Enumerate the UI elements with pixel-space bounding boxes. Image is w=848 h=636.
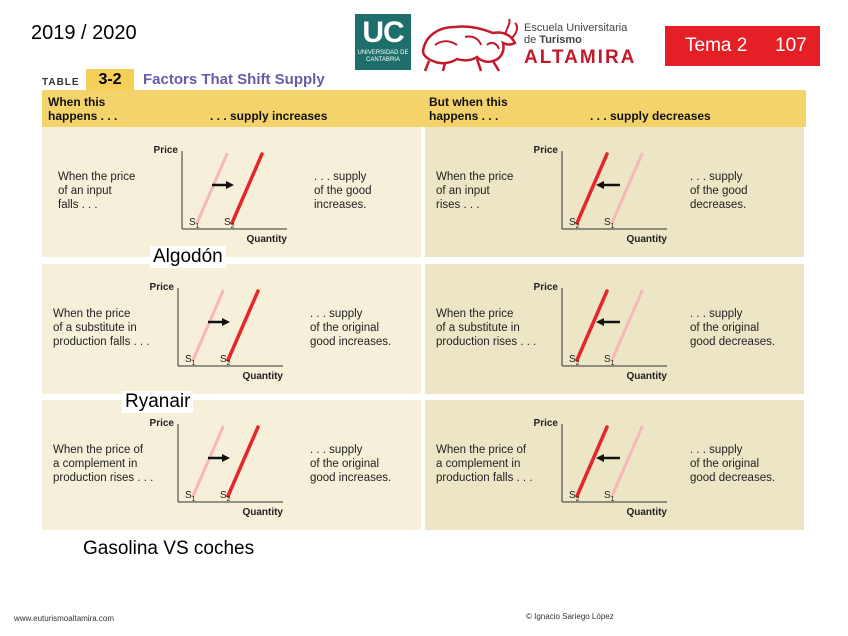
row-3-right-desc: When the price of a complement in production falls . . .	[436, 444, 533, 484]
supply-curve-s2	[577, 154, 607, 223]
tema-label: Tema 2	[685, 35, 748, 56]
school-line-1: Escuela Universitaria	[524, 22, 628, 34]
shift-arrow-head-icon	[226, 181, 234, 189]
row-2-right-result: . . . supply of the original good decreases.	[690, 308, 776, 348]
label-s2-sub: 2	[575, 223, 580, 230]
label-s1: $S_1$	[604, 490, 615, 503]
label-s1-sub: 1	[610, 223, 615, 230]
row-1-left-cell	[42, 127, 421, 257]
label-s2: $S_2$	[569, 354, 580, 367]
supply-graph	[522, 141, 672, 251]
shift-arrow-head-icon	[222, 454, 230, 462]
x-axis-label: Quantity	[626, 234, 667, 245]
bull-logo-icon	[415, 15, 520, 78]
row-2-left-cell	[42, 264, 421, 394]
shift-arrow-head-icon	[222, 318, 230, 326]
label-s2: $S_2$	[569, 490, 580, 503]
supply-graph-svg	[522, 278, 672, 388]
shift-arrow-head-icon	[596, 318, 604, 326]
supply-curve-s1	[193, 427, 223, 496]
row-1-right-result: . . . supply of the good decreases.	[690, 171, 748, 211]
label-s2-sub: 2	[575, 360, 580, 367]
shift-arrow-head-icon	[596, 181, 604, 189]
row-3-left-cell	[42, 400, 421, 530]
supply-curve-s2	[232, 154, 262, 223]
y-axis-label: Price	[149, 418, 174, 429]
label-s1: $S_1$	[185, 490, 196, 503]
row-1-left-result: . . . supply of the good increases.	[314, 171, 372, 211]
footer-copyright: © Ignacio Sariego López	[526, 612, 614, 621]
supply-curve-s1	[612, 427, 642, 496]
table-row	[42, 264, 806, 394]
label-s2: $S_2$	[220, 354, 231, 367]
label-s2: $S_2$	[569, 217, 580, 230]
label-s1-sub: 1	[191, 360, 196, 367]
supply-curve-s1	[197, 154, 227, 223]
table-label: TABLE	[42, 77, 80, 88]
label-s2-sub: 2	[230, 223, 235, 230]
header-right-result: . . . supply decreases	[590, 109, 711, 123]
table-number: 3-2	[86, 69, 134, 90]
row-2-right-desc: When the price of a substitute in production rises . . .	[436, 308, 537, 348]
school-line-2-prefix: de	[524, 34, 540, 46]
label-s1: $S_1$	[185, 354, 196, 367]
label-s1-sub: 1	[610, 496, 615, 503]
uc-logo	[355, 14, 411, 70]
y-axis-label: Price	[149, 282, 174, 293]
supply-graph-svg	[138, 278, 288, 388]
row-3-left-result: . . . supply of the original good increases.	[310, 444, 392, 484]
school-line-2	[524, 34, 636, 46]
supply-graph	[522, 414, 672, 524]
annotation-algodon: Algodón	[150, 246, 226, 268]
uc-logo-caption: UNIVERSIDAD DE CANTABRIA	[357, 50, 409, 63]
year-label: 2019 / 2020	[31, 22, 137, 44]
supply-curve-s2	[228, 291, 258, 360]
label-s2: $S_2$	[220, 490, 231, 503]
label-s2: $S_2$	[224, 217, 235, 230]
table-header-bar	[42, 90, 806, 127]
label-s2-sub: 2	[226, 360, 231, 367]
row-3-right-cell	[425, 400, 804, 530]
label-s2-sub: 2	[575, 496, 580, 503]
supply-graph-svg	[138, 414, 288, 524]
label-s2-sub: 2	[226, 496, 231, 503]
header-left-when: When this happens . . .	[48, 95, 118, 123]
row-1-right-cell	[425, 127, 804, 257]
label-s1-sub: 1	[610, 360, 615, 367]
row-2-right-cell	[425, 264, 804, 394]
label-s1-sub: 1	[191, 496, 196, 503]
x-axis-label: Quantity	[246, 234, 287, 245]
label-s1: $S_1$	[189, 217, 200, 230]
label-s1: $S_1$	[604, 354, 615, 367]
y-axis-label: Price	[153, 145, 178, 156]
supply-curve-s1	[612, 291, 642, 360]
school-line-3: ALTAMIRA	[524, 47, 637, 68]
supply-graph-svg	[522, 414, 672, 524]
shift-arrow-head-icon	[596, 454, 604, 462]
supply-graph-svg	[142, 141, 292, 251]
y-axis-label: Price	[533, 418, 558, 429]
school-line-2-bold: Turismo	[539, 34, 582, 46]
annotation-ryanair: Ryanair	[122, 391, 193, 413]
uc-logo-letters: UC	[362, 16, 404, 49]
page-number: 107	[775, 35, 807, 56]
supply-graph	[522, 278, 672, 388]
y-axis-label: Price	[533, 145, 558, 156]
footer-website: www.euturismoaltamira.com	[14, 614, 115, 623]
table-title: Factors That Shift Supply	[143, 71, 325, 88]
x-axis-label: Quantity	[242, 507, 283, 518]
x-axis-label: Quantity	[626, 507, 667, 518]
annotation-gasolina: Gasolina VS coches	[83, 538, 255, 559]
label-s1-sub: 1	[195, 223, 200, 230]
header-left-result: . . . supply increases	[210, 109, 328, 123]
supply-graph	[138, 414, 288, 524]
supply-curve-s2	[577, 291, 607, 360]
supply-graph-svg	[522, 141, 672, 251]
tema-badge	[665, 26, 820, 66]
supply-graph	[138, 278, 288, 388]
supply-graph	[142, 141, 292, 251]
row-3-left-desc: When the price of a complement in production rises . . .	[53, 444, 154, 484]
row-2-left-result: . . . supply of the original good increases.	[310, 308, 392, 348]
table-row	[42, 127, 806, 257]
row-2-left-desc: When the price of a substitute in production falls . . .	[53, 308, 150, 348]
header-right-when: But when this happens . . .	[429, 95, 508, 123]
x-axis-label: Quantity	[242, 371, 283, 382]
supply-curve-s1	[193, 291, 223, 360]
row-3-right-result: . . . supply of the original good decreases.	[690, 444, 776, 484]
supply-curve-s1	[612, 154, 642, 223]
supply-curve-s2	[577, 427, 607, 496]
row-1-right-desc: When the price of an input rises . . .	[436, 171, 514, 211]
label-s1: $S_1$	[604, 217, 615, 230]
x-axis-label: Quantity	[626, 371, 667, 382]
supply-curve-s2	[228, 427, 258, 496]
school-name	[524, 22, 636, 69]
y-axis-label: Price	[533, 282, 558, 293]
table-row	[42, 400, 806, 530]
row-1-left-desc: When the price of an input falls . . .	[58, 171, 136, 211]
